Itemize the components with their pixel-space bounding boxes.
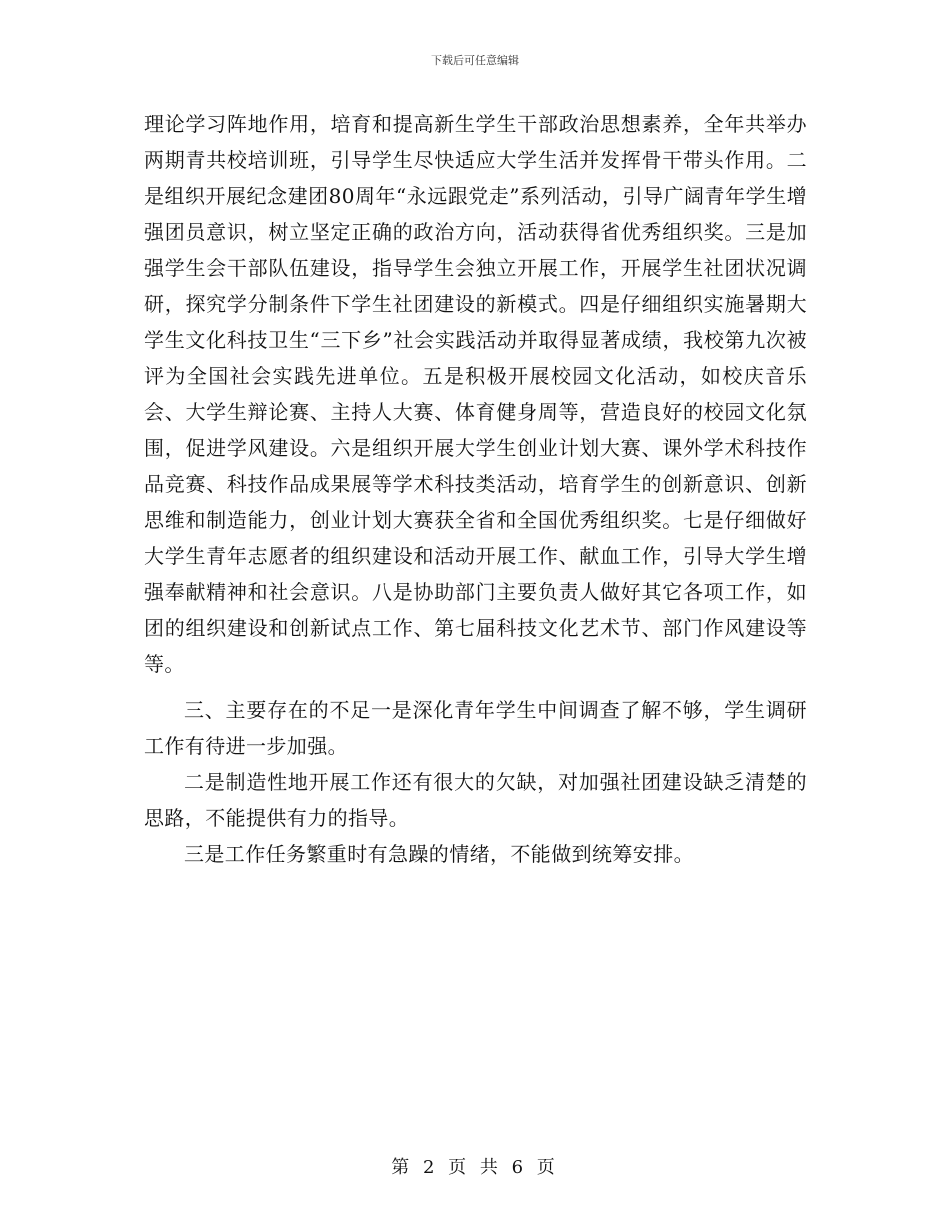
paragraph-shortcoming-three: 三是工作任务繁重时有急躁的情绪，不能做到统筹安排。: [184, 842, 694, 866]
document-body: [144, 106, 807, 872]
paragraph-shortcoming-two: 二是制造性地开展工作还有很大的欠缺，对加强社团建设缺乏清楚的思路，不能提供有力的指导。: [144, 770, 807, 830]
page-number: 第 2 页 共 6 页: [391, 1157, 559, 1178]
paragraph-shortcomings-heading: 三、主要存在的不足一是深化青年学生中间调查了解不够，学生调研工作有待进一步加强。: [144, 698, 807, 758]
paragraph-continuation: 理论学习阵地作用，培育和提高新生学生干部政治思想素养，全年共举办两期青共校培训班，引导学生尽快适应大学生活并发挥骨干带头作用。二是组织开展纪念建团80周年“永远跟党走”系列活动，引导广阔青年学生增强团员意识，树立坚定正确的政治方向，活动获得省优秀组织奖。三是加强学生会干部队伍建设，指导学生会独立开展工作，开展学生社团状况调研，探究学分制条件下学生社团建设的新模式。四是仔细组织实施暑期大学生文化科技卫生“三下乡”社会实践活动并取得显著成绩，我校第九次被评为全国社会实践先进单位。五是积极开展校园文化活动，如校庆音乐会、大学生辩论赛、主持人大赛、体育健身周等，营造良好的校园文化氛围，促进学风建设。六是组织开展大学生创业计划大赛、课外学术科技作品竞赛、科技作品成果展等学术科技类活动，培育学生的创新意识、创新思维和制造能力，创业计划大赛获全省和全国优秀组织奖。七是仔细做好大学生青年志愿者的组织建设和活动开展工作、献血工作，引导大学生增强奉献精神和社会意识。八是协助部门主要负责人做好其它各项工作，如团的组织建设和创新试点工作、第七届科技文化艺术节、部门作风建设等等。: [144, 112, 807, 676]
page-header: 下载后可任意编辑: [431, 54, 519, 67]
